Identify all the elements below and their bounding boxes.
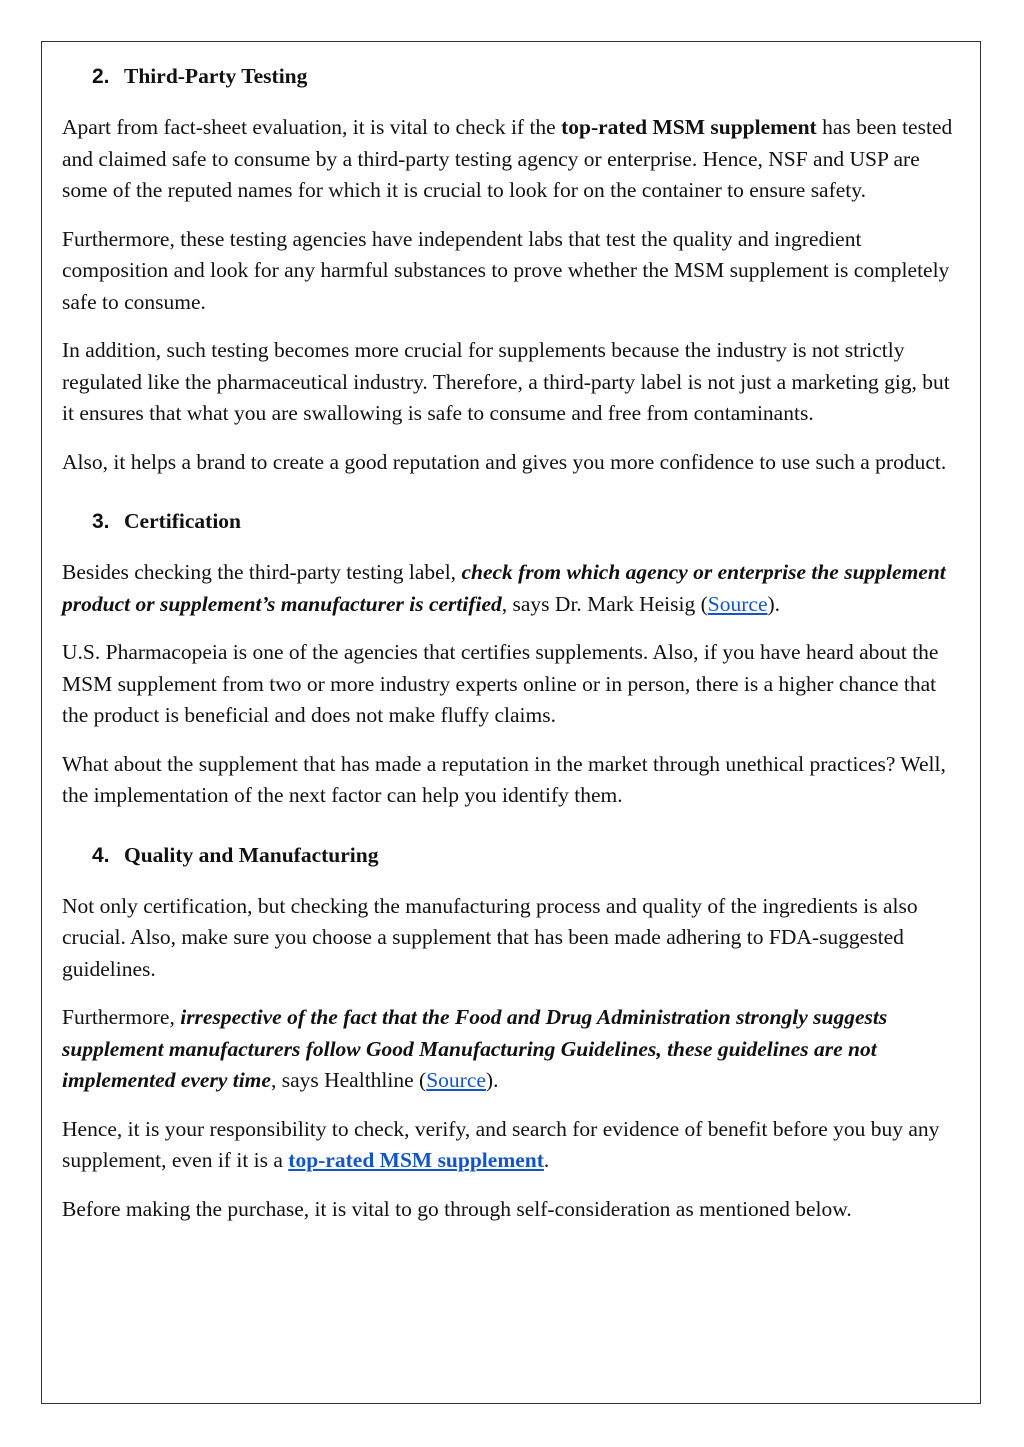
text-run: Furthermore,: [62, 1005, 181, 1029]
paragraph: [62, 557, 962, 620]
section-title: Third-Party Testing: [124, 64, 308, 88]
paragraph: Before making the purchase, it is vital to go through self-consideration as mentioned below.: [62, 1196, 852, 1221]
section-number: 3.: [92, 510, 110, 533]
section-title: Quality and Manufacturing: [124, 842, 379, 867]
source-link[interactable]: Source: [426, 1068, 486, 1092]
section-number: 4.: [92, 843, 110, 867]
bold-italic-text: irrespective of the fact that the Food and Drug Administration strongly suggests supplement manufacturers follow Good Manufacturing Guidelines, these guidelines are not implemented every time: [62, 1005, 888, 1092]
paragraph: In addition, such testing becomes more crucial for supplements because the industry is not strictly regulated like the pharmaceutical industry. Therefore, a third-party label is not just a marketing gig, but it ensures that what you are swallowing is safe to consume and free from contaminants.: [62, 338, 950, 425]
text-run: ).: [767, 591, 781, 616]
text-run: , says Healthline (: [270, 1068, 427, 1092]
bold-italic-text: check from which agency or enterprise the supplement product or supplement’s manufacturer is certified: [62, 560, 946, 616]
section-number: 2.: [92, 65, 110, 88]
text-run: Hence, it is your responsibility to check, verify, and search for evidence of benefit before you buy any supplement, even if it is a: [62, 1116, 940, 1172]
paragraph: U.S. Pharmacopeia is one of the agencies that certifies supplements. Also, if you have heard about the MSM supplement from two or more industry experts online or in person, there is a higher chance that the product is beneficial and does not make fluffy claims.: [62, 640, 939, 727]
bold-text: top-rated MSM supplement: [561, 115, 817, 139]
section-heading-quality-and-manufacturing: [62, 837, 962, 874]
section-heading-certification: [62, 503, 962, 540]
paragraph: [62, 1002, 962, 1097]
source-link[interactable]: Source: [707, 591, 768, 616]
text-run: ).: [485, 1068, 499, 1092]
text-run: has been tested and claimed safe to consume by a third-party testing agency or enterprise. Hence, NSF and USP are some of the reputed names for which it is crucial to look for on the container to ensure safety.: [62, 115, 953, 202]
top-rated-msm-supplement-link[interactable]: top-rated MSM supplement: [288, 1148, 544, 1172]
paragraph: Not only certification, but checking the manufacturing process and quality of the ingredients is also crucial. Also, make sure you choose a supplement that has been made adhering to FDA-suggested guidelines.: [62, 893, 918, 981]
section-heading-third-party-testing: [62, 58, 962, 95]
section-title: Certification: [124, 509, 242, 533]
text-run: , says Dr. Mark Heisig (: [501, 591, 708, 616]
paragraph: What about the supplement that has made a reputation in the market through unethical practices? Well, the implementation of the next factor can help you identify them.: [62, 751, 946, 807]
document-body: [62, 58, 962, 1242]
paragraph: [62, 1114, 962, 1177]
paragraph: Furthermore, these testing agencies have independent labs that test the quality and ingredient composition and look for any harmful substances to prove whether the MSM supplement is completely safe to consume.: [62, 226, 950, 314]
text-run: .: [543, 1148, 550, 1172]
text-run: Apart from fact-sheet evaluation, it is vital to check if the: [62, 115, 562, 139]
paragraph: Also, it helps a brand to create a good reputation and gives you more confidence to use such a product.: [62, 449, 947, 474]
paragraph: [62, 112, 962, 207]
text-run: Besides checking the third-party testing label,: [62, 560, 462, 584]
